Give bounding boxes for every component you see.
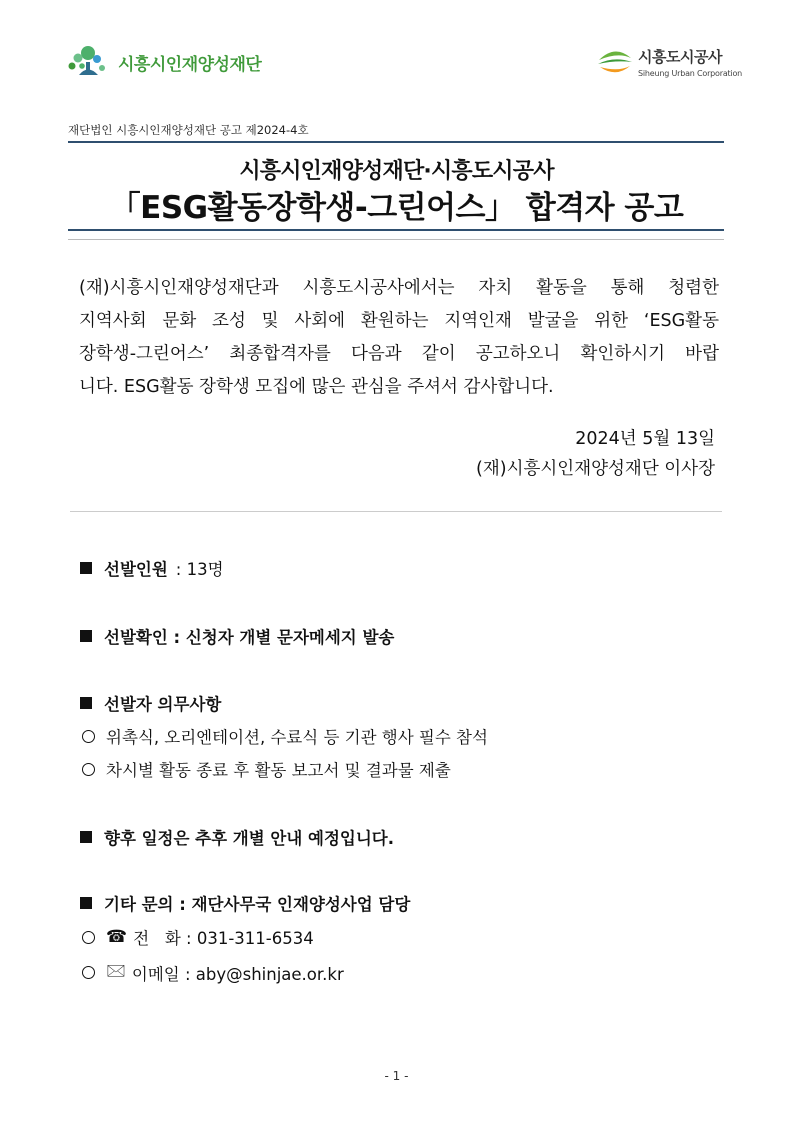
contact-phone (82, 925, 314, 949)
title-line-2: 「ESG활동장학생-그린어스」 합격자 공고 (109, 190, 684, 226)
announcement-date: 2024년 5월 13일 (575, 429, 715, 449)
duties-label: 선발자 의무사항 (104, 695, 222, 714)
selection-count-label: 선발인원 (104, 560, 168, 579)
circle-bullet-icon (82, 730, 95, 743)
foundation-logo-text: 시흥시인재양성재단 (118, 54, 262, 75)
square-bullet-icon (80, 630, 92, 642)
email-text: 이메일 : aby@shinjae.or.kr (131, 964, 344, 984)
selection-confirm-label: 선발확인 : 신청자 개별 문자메세지 발송 (104, 628, 395, 647)
square-bullet-icon (80, 562, 92, 574)
body-line-2: 지역사회 문화 조성 및 사회에 환원하는 지역인재 발굴을 위한 ‘ESG활동 (79, 311, 719, 331)
section-selection-confirm (80, 624, 394, 648)
title-rule (68, 229, 724, 231)
top-rule (68, 141, 724, 143)
page-number: - 1 - (384, 1069, 409, 1083)
duty-item (82, 757, 451, 781)
section-selection-count (80, 556, 224, 580)
title-rule-thin (68, 239, 724, 240)
circle-bullet-icon (82, 931, 95, 944)
foundation-logo-icon (68, 44, 112, 80)
notice-number: 재단법인 시흥시인재양성재단 공고 제2024-4호 (68, 123, 309, 137)
urban-corp-logo-text: 시흥도시공사 (638, 48, 722, 66)
contact-email (82, 958, 344, 987)
selection-count-value: : 13명 (175, 560, 224, 579)
announcement-body (79, 272, 719, 371)
phone-text: 전 화 : 031-311-6534 (133, 929, 314, 948)
signer: (재)시흥시인재양성재단 이사장 (476, 459, 715, 479)
section-duties (80, 691, 221, 715)
body-line-3: 장학생-그린어스’ 최종합격자를 다음과 같이 공고하오니 확인하시기 바랍 (79, 344, 719, 364)
section-contact (80, 891, 410, 915)
square-bullet-icon (80, 897, 92, 909)
circle-bullet-icon (82, 763, 95, 776)
urban-corp-logo-icon (596, 46, 634, 78)
envelope-icon: 🖂 (106, 961, 126, 981)
urban-corp-logo-subtext: Siheung Urban Corporation (638, 69, 743, 78)
urban-corp-logo (596, 44, 742, 80)
duty-item (82, 724, 488, 748)
square-bullet-icon (80, 697, 92, 709)
schedule-label: 향후 일정은 추후 개별 안내 예정입니다. (104, 829, 395, 848)
body-line-1: (재)시흥시인재양성재단과 시흥도시공사에서는 자치 활동을 통해 청렴한 (79, 278, 719, 298)
duty-item-text: 차시별 활동 종료 후 활동 보고서 및 결과물 제출 (106, 761, 451, 780)
separator (70, 511, 722, 512)
foundation-logo (68, 44, 261, 80)
square-bullet-icon (80, 831, 92, 843)
body-line-4: 니다. ESG활동 장학생 모집에 많은 관심을 주셔서 감사합니다. (79, 377, 554, 397)
section-schedule (80, 825, 394, 849)
duty-item-text: 위촉식, 오리엔테이션, 수료식 등 기관 행사 필수 참석 (106, 728, 488, 747)
circle-bullet-icon (82, 966, 95, 979)
contact-label: 기타 문의 : 재단사무국 인재양성사업 담당 (104, 895, 411, 914)
phone-icon: ☎ (106, 927, 128, 947)
title-line-1: 시흥시인재양성재단·시흥도시공사 (239, 159, 554, 184)
